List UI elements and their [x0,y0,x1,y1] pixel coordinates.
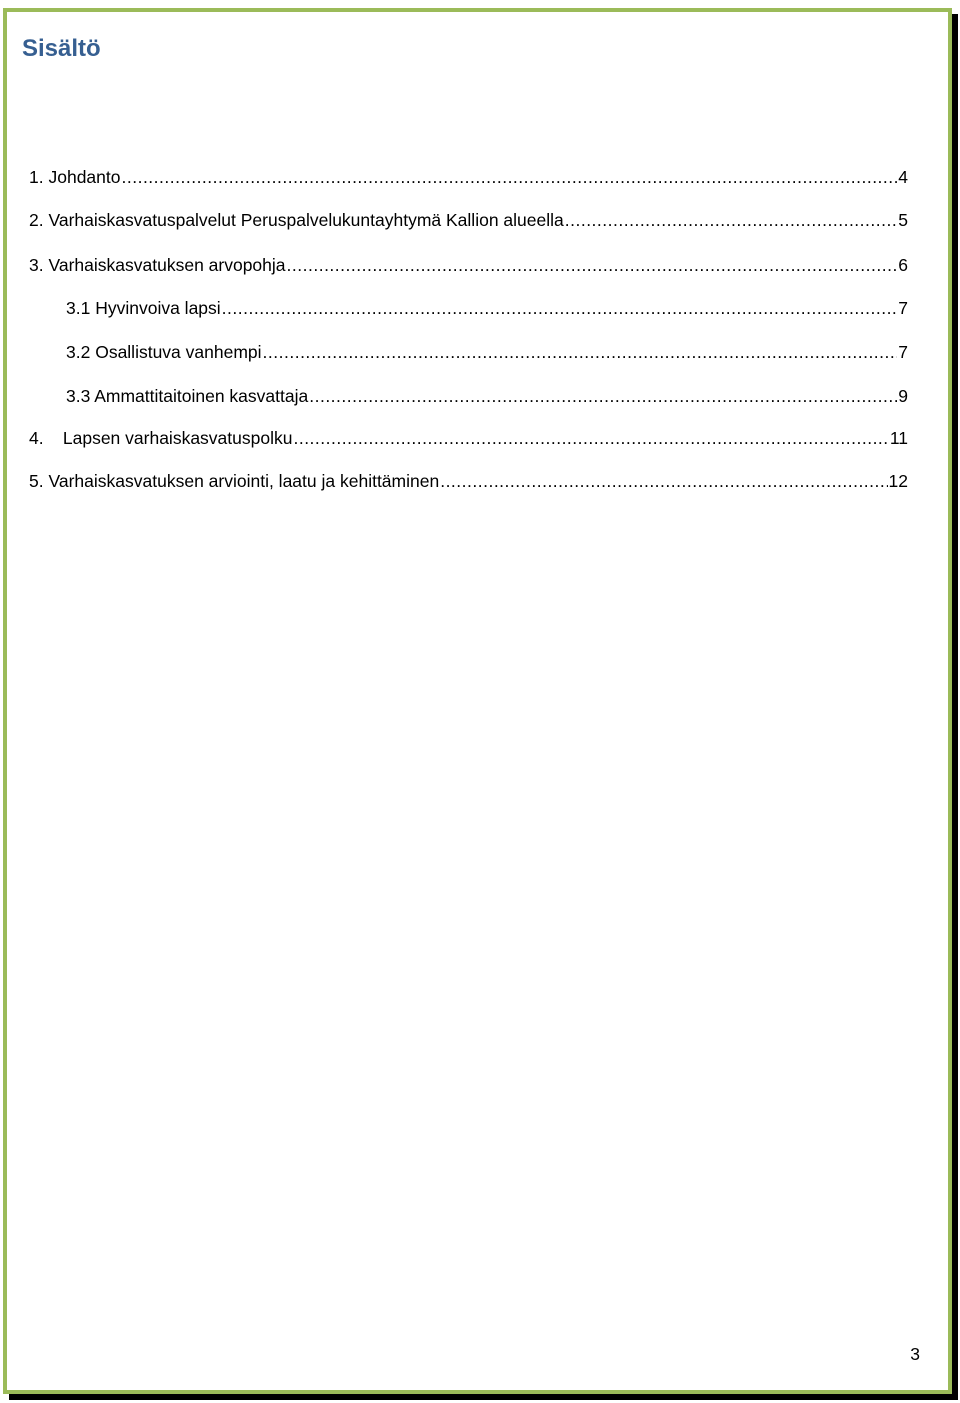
toc-entry-page: 7 [898,298,908,318]
toc-entry-arvopohja[interactable] [29,254,908,276]
toc-entry-text: Varhaiskasvatuksen arvopohja [48,255,286,275]
toc-entry-label [29,166,121,188]
toc-entry-number: 3. [29,255,44,275]
toc-entry-page: 12 [888,471,908,491]
toc-entry-text: Varhaiskasvatuspalvelut Peruspalvelukuntayhtymä Kallion alueella [48,210,564,230]
toc-entry-label [29,427,292,449]
toc-entry-number: 2. [29,210,44,230]
toc-entry-number: 1. [29,167,44,187]
toc-entry-page: 5 [898,210,908,230]
toc-entry-label [29,209,564,231]
toc-entry-varhaiskasvatuspalvelut[interactable] [29,209,908,231]
toc-entry-page: 9 [898,386,908,406]
toc-entry-ammattitaitoinen-kasvattaja[interactable] [66,385,908,407]
toc-dot-leader [309,385,897,407]
toc-entry-label [29,470,439,492]
toc-dot-leader [287,254,898,276]
toc-entry-osallistuva-vanhempi[interactable] [66,341,908,363]
toc-entry-text: Varhaiskasvatuksen arviointi, laatu ja kehittäminen [48,471,440,491]
toc-dot-leader [440,470,887,492]
toc-entry-text: Hyvinvoiva lapsi [95,298,221,318]
toc-entry-page: 4 [898,167,908,187]
toc-entry-varhaiskasvatuspolku[interactable] [29,427,908,449]
toc-entry-number: 4. [29,428,44,448]
toc-entry-page: 6 [898,255,908,275]
toc-entry-text: Osallistuva vanhempi [95,342,262,362]
toc-entry-number: 3.3 [66,386,91,406]
toc-entry-text: Lapsen varhaiskasvatuspolku [62,428,293,448]
toc-entry-label [66,385,308,407]
toc-entry-page: 11 [889,428,908,448]
page-title: Sisältö [22,35,101,62]
toc-entry-text: Johdanto [48,167,121,187]
toc-entry-page: 7 [898,342,908,362]
toc-entry-hyvinvoiva-lapsi[interactable] [66,297,908,319]
toc-entry-text: Ammattitaitoinen kasvattaja [94,386,309,406]
toc-dot-leader [222,297,898,319]
toc-entry-label [29,254,286,276]
toc-dot-leader [263,341,898,363]
toc-entry-arviointi[interactable] [29,470,908,492]
toc-entry-number: 3.2 [66,342,91,362]
toc-dot-leader [122,166,898,188]
toc-dot-leader [565,209,898,231]
toc-entry-label [66,341,262,363]
toc-entry-number: 3.1 [66,298,91,318]
toc-entry-johdanto[interactable] [29,166,908,188]
toc-dot-leader [293,427,888,449]
page-number: 3 [910,1344,920,1364]
toc-entry-number: 5. [29,471,44,491]
toc-entry-label [66,297,221,319]
